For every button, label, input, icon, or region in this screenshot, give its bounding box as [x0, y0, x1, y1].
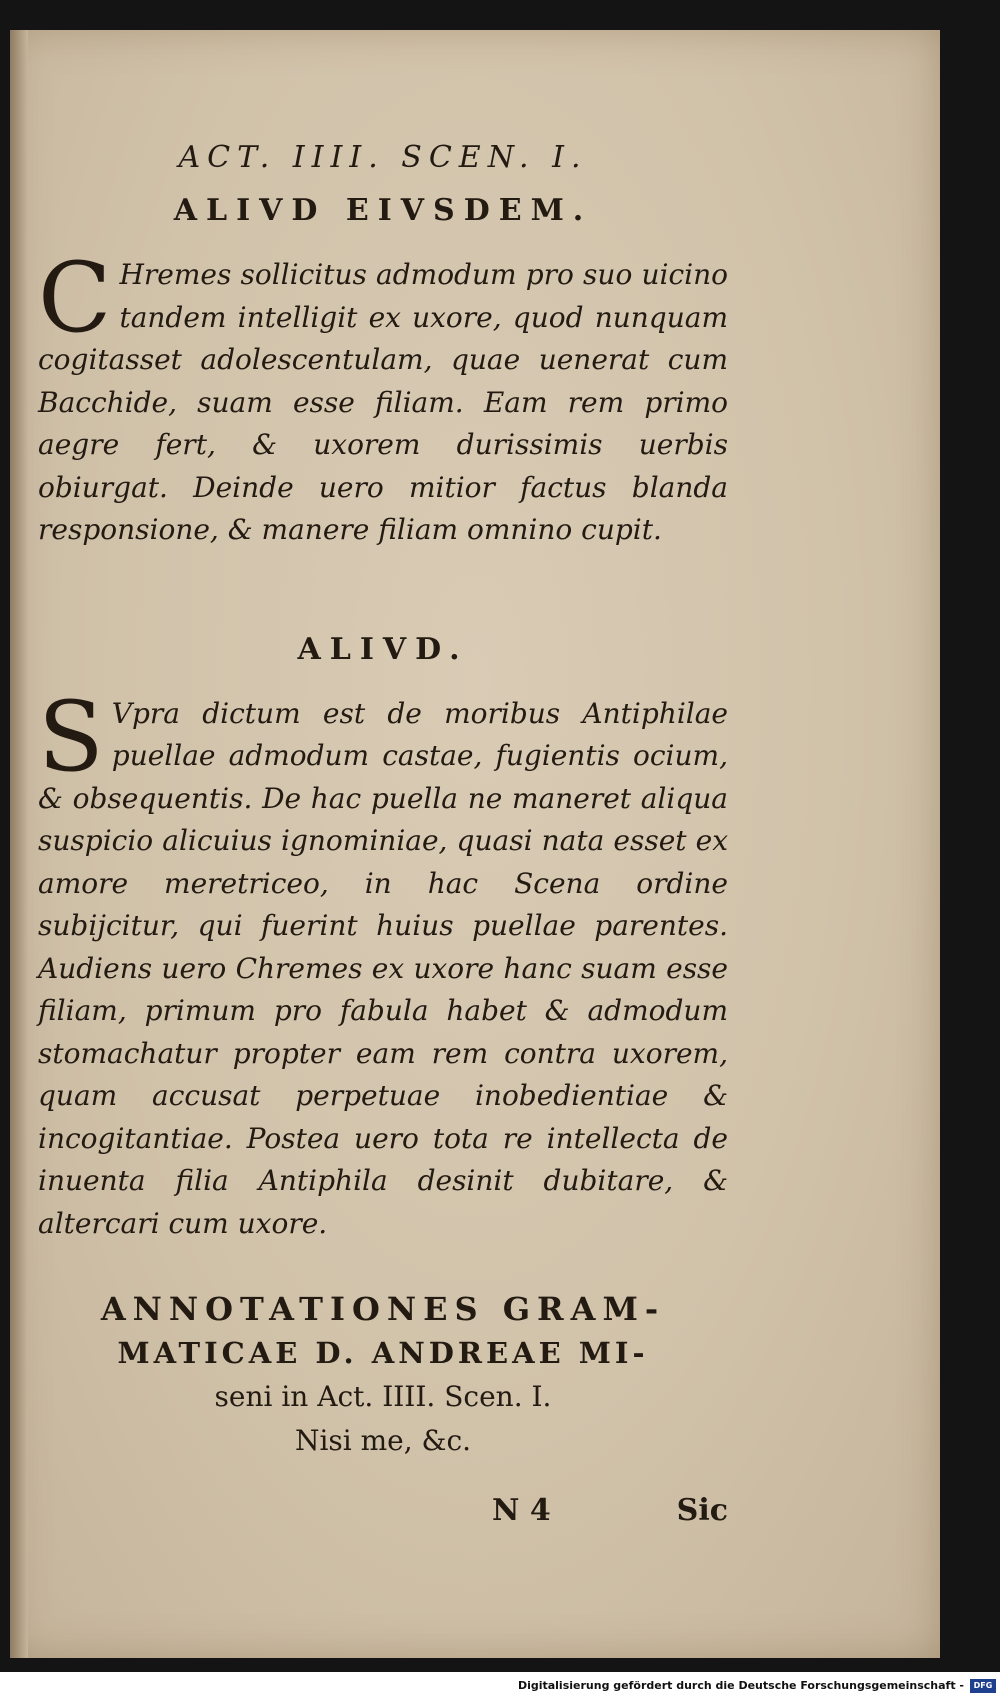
annotations-line-3: seni in Act. IIII. Scen. I. — [214, 1380, 552, 1413]
dfg-logo: DFG — [970, 1679, 996, 1693]
catchword: Sic — [676, 1493, 728, 1528]
argument-text-2: Vpra dictum est de moribus Antiphilae puellae admodum castae, fugientis ocium, & obsequentis. De hac puella ne maneret aliqua suspicio alicuius ignominiae, quasi nata esset ex amore meretriceo, in hac Scena ordine subijcitur, qui fuerint huius puellae parentes. Audiens uero Chremes ex uxore hanc suam esse filiam, primum pro fabula habet & admodum stomachatur propter eam rem contra uxorem, quam accusat perpetuae inobedientiae & incogitantiae. Postea uero tota re intellecta de inuenta filia Antiphila desinit dubitare, & altercari cum uxore. — [38, 696, 728, 1240]
argument-paragraph-1 — [38, 242, 728, 552]
drop-cap-s: S — [38, 680, 104, 793]
annotations-line-4: Nisi me, &c. — [294, 1424, 472, 1457]
running-header: ACT. IIII. SCEN. I. — [178, 140, 588, 175]
digitization-credit — [0, 1672, 1000, 1699]
argument-paragraph-2 — [38, 680, 728, 1246]
annotations-line-1: ANNOTATIONES GRAM- — [100, 1290, 666, 1328]
book-page — [10, 30, 940, 1658]
annotations-line-2: MATICAE D. ANDREAE MI- — [117, 1336, 649, 1370]
section-title-alivd-eivsdem: ALIVD EIVSDEM. — [173, 193, 593, 228]
page-content — [38, 110, 728, 1543]
annotations-heading — [38, 1287, 728, 1463]
page-footer — [38, 1493, 728, 1543]
argument-text-1: Hremes sollicitus admodum pro suo uicino tandem intelligit ex uxore, quod nunquam cogitasset adolescentulam, quae uenerat cum Bacchide, suam esse filiam. Eam rem primo aegre fert, & uxorem durissimis uerbis obiurgat. Deinde uero mitior factus blanda responsione, & manere filiam omnino cupit. — [38, 258, 728, 546]
signature-mark: N 4 — [492, 1493, 551, 1528]
section-title-alivd: ALIVD. — [297, 631, 469, 667]
credit-text: Digitalisierung gefördert durch die Deutsche Forschungsgemeinschaft - — [517, 1679, 964, 1692]
drop-cap-c: C — [38, 242, 112, 354]
page-spine-shadow — [10, 30, 28, 1658]
